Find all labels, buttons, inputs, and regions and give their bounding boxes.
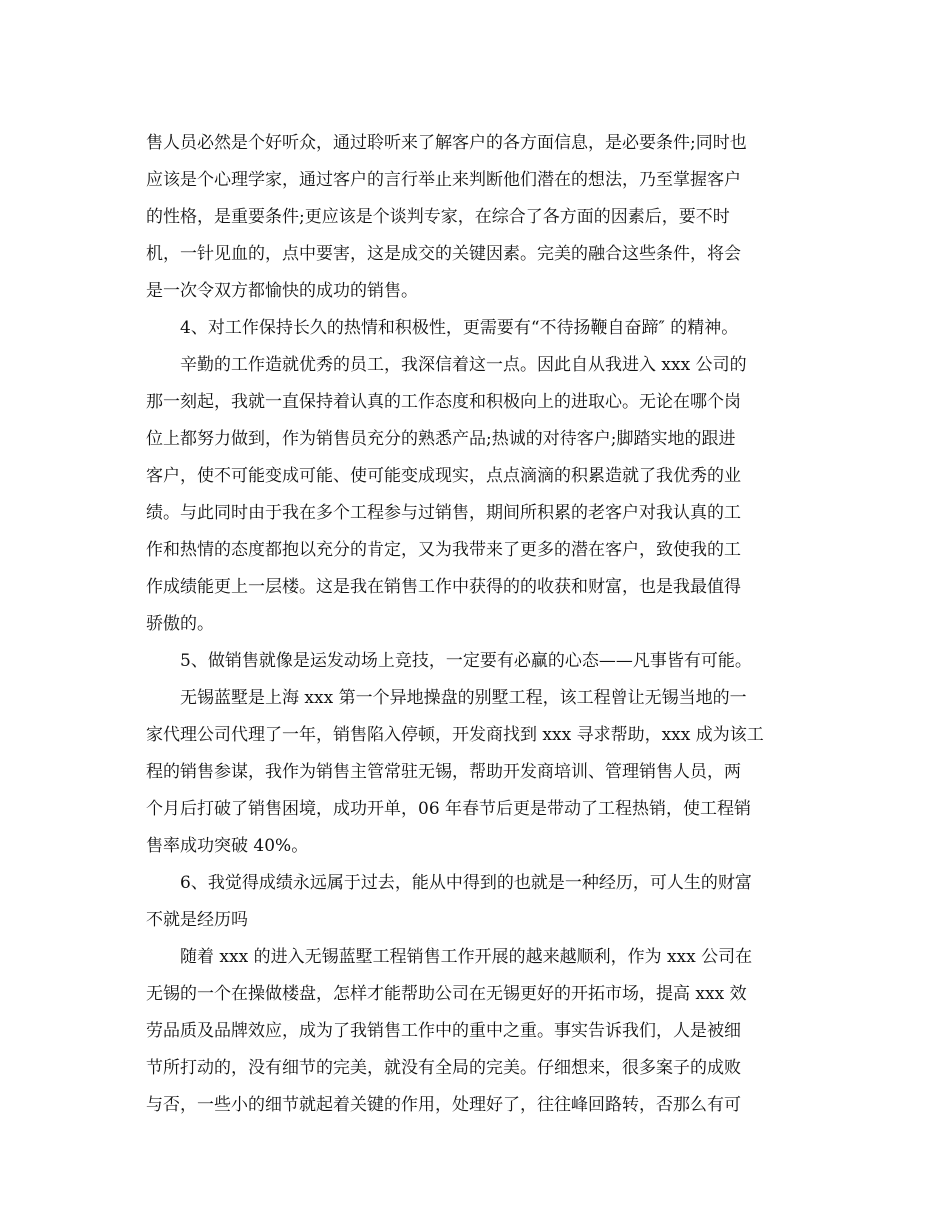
text-line: 作成绩能更上一层楼。这是我在销售工作中获得的的收获和财富，也是我最值得 [146, 577, 741, 597]
text-line: 劳品质及品牌效应，成为了我销售工作中的重中之重。事实告诉我们，人是被细 [146, 1021, 741, 1041]
text-line: 程的销售参谋，我作为销售主管常驻无锡，帮助开发商培训、管理销售人员，两 [146, 762, 741, 782]
text-line: 售率成功突破 40%。 [146, 836, 309, 856]
text-line: 绩。与此同时由于我在多个工程参与过销售，期间所积累的老客户对我认真的工 [146, 503, 741, 523]
text-line: 节所打动的，没有细节的完美，就没有全局的完美。仔细想来，很多案子的成败 [146, 1058, 741, 1078]
text-line: 骄傲的。 [146, 614, 214, 634]
text-line: 位上都努力做到，作为销售员充分的熟悉产品;热诚的对待客户;脚踏实地的跟进 [146, 429, 736, 449]
text-line: 不就是经历吗 [146, 910, 248, 930]
section-heading: 4、对工作保持长久的热情和积极性，更需要有“不待扬鞭自奋蹄″ 的精神。 [180, 318, 739, 338]
text-line: 与否，一些小的细节就起着关键的作用，处理好了，往往峰回路转，否那么有可 [146, 1095, 741, 1115]
text-line: 的性格，是重要条件;更应该是个谈判专家，在综合了各方面的因素后，要不时 [146, 207, 730, 227]
text-line: 应该是个心理学家，通过客户的言行举止来判断他们潜在的想法，乃至掌握客户 [146, 170, 741, 190]
text-line: 无锡的一个在操做楼盘，怎样才能帮助公司在无锡更好的开拓市场，提高 xxx 效 [146, 984, 747, 1004]
text-line: 机，一针见血的，点中要害，这是成交的关键因素。完美的融合这些条件，将会 [146, 244, 741, 264]
section-heading: 5、做销售就像是运发动场上竞技，一定要有必赢的心态——凡事皆有可能。 [180, 651, 752, 671]
text-line: 售人员必然是个好听众，通过聆听来了解客户的各方面信息，是必要条件;同时也 [146, 133, 747, 153]
text-line: 个月后打破了销售困境，成功开单，06 年春节后更是带动了工程热销，使工程销 [146, 799, 752, 819]
text-line: 客户，使不可能变成可能、使可能变成现实，点点滴滴的积累造就了我优秀的业 [146, 466, 741, 486]
text-line: 辛勤的工作造就优秀的员工，我深信着这一点。因此自从我进入 xxx 公司的 [180, 355, 747, 375]
text-line: 是一次令双方都愉快的成功的销售。 [146, 281, 418, 301]
text-line: 家代理公司代理了一年，销售陷入停顿，开发商找到 xxx 寻求帮助，xxx 成为该工 [146, 725, 764, 745]
text-line: 随着 xxx 的进入无锡蓝墅工程销售工作开展的越来越顺利，作为 xxx 公司在 [180, 947, 753, 967]
section-heading: 6、我觉得成绩永远属于过去，能从中得到的也就是一种经历，可人生的财富 [180, 873, 752, 893]
text-line: 作和热情的态度都抱以充分的肯定，又为我带来了更多的潜在客户，致使我的工 [146, 540, 741, 560]
text-line: 那一刻起，我就一直保持着认真的工作态度和积极向上的进取心。无论在哪个岗 [146, 392, 741, 412]
text-line: 无锡蓝墅是上海 xxx 第一个异地操盘的别墅工程，该工程曾让无锡当地的一 [180, 688, 747, 708]
